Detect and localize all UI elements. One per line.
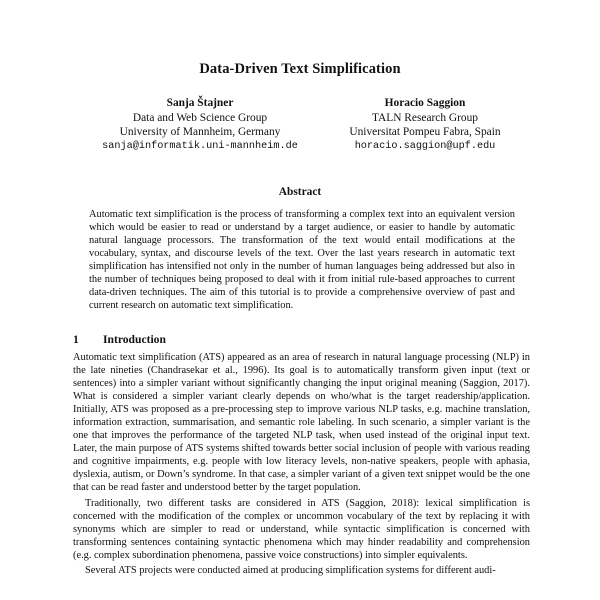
section-heading [73,333,166,346]
paper-title: Data-Driven Text Simplification [199,61,401,77]
body-paragraph: Automatic text simplification (ATS) appeared as an area of research in natural language processing (NLP) in the late nineties (Chandrasekar et al., 1996). Its goal is to automatically transform given input (text or sentences) into a simpler variant without significantly changing the input original meaning (Saggion, 2017). What is considered a simpler variant clearly depends on who/what is the target readership/application. Initially, ATS was proposed as a pre-processing step to improve various NLP tasks, e.g. machine translation, information extraction, summarisation, and semantic role labeling. In such scenario, a simpler variant is the one that improves the performance of the targeted NLP task, when used instead of the original input text. Later, the main purpose of ATS systems shifted towards better social inclusion of people with various reading and cognitive impairments, e.g. people with low literacy levels, non-native speakers, people with aphasia, dyslexia, autism, or Down’s syndrome. In that case, a simpler variant of a given text snippet would be the one that can be read faster and understood better by the target population. [73,352,530,494]
author-email: horacio.saggion@upf.edu [354,140,496,152]
author-name: Sanja Štajner [166,97,234,109]
body-paragraph: Several ATS projects were conducted aimed at producing simplification systems for different audi- [85,564,496,576]
author-affiliation: TALN Research Group [372,111,478,124]
section-number: 1 [73,333,79,346]
author-name: Horacio Saggion [384,97,466,109]
section-body [73,351,530,577]
abstract-text: Automatic text simplification is the process of transforming a complex text into an equivalent version which would be easier to read or understand by a target audience, or easier to handle by automatic natural language processors. The transformation of the text would entail modifications at the vocabulary, syntax, and discourse levels of the text. Over the last years research in automatic text simplification has intensified not only in the number of human languages being addressed but also in the number of techniques being proposed to deal with it from initial rule-based approaches to current data-driven techniques. The aim of this tutorial is to provide a comprehensive overview of past and current research on automatic text simplification. [89,209,515,312]
author-block-1 [60,96,340,154]
author-affiliation: Data and Web Science Group [132,111,268,124]
author-institution: University of Mannheim, Germany [119,126,281,138]
body-paragraph: Traditionally, two different tasks are considered in ATS (Saggion, 2018): lexical simplification is concerned with the modification of the complex or uncommon vocabulary of the text by replacing it with synonyms which are simpler to read or understand, while syntactic simplification is concerned with transforming sentences containing syntactic phenomena which may hinder readability and comprehension (e.g. complex subordination phenomena, passive voice constructions) into simpler equivalents. [73,497,530,561]
author-email: sanja@informatik.uni-mannheim.de [102,140,298,152]
author-institution: Universitat Pompeu Fabra, Spain [349,126,501,138]
section-title: Introduction [103,333,166,346]
author-block-2 [300,96,550,154]
abstract-heading: Abstract [278,186,322,198]
